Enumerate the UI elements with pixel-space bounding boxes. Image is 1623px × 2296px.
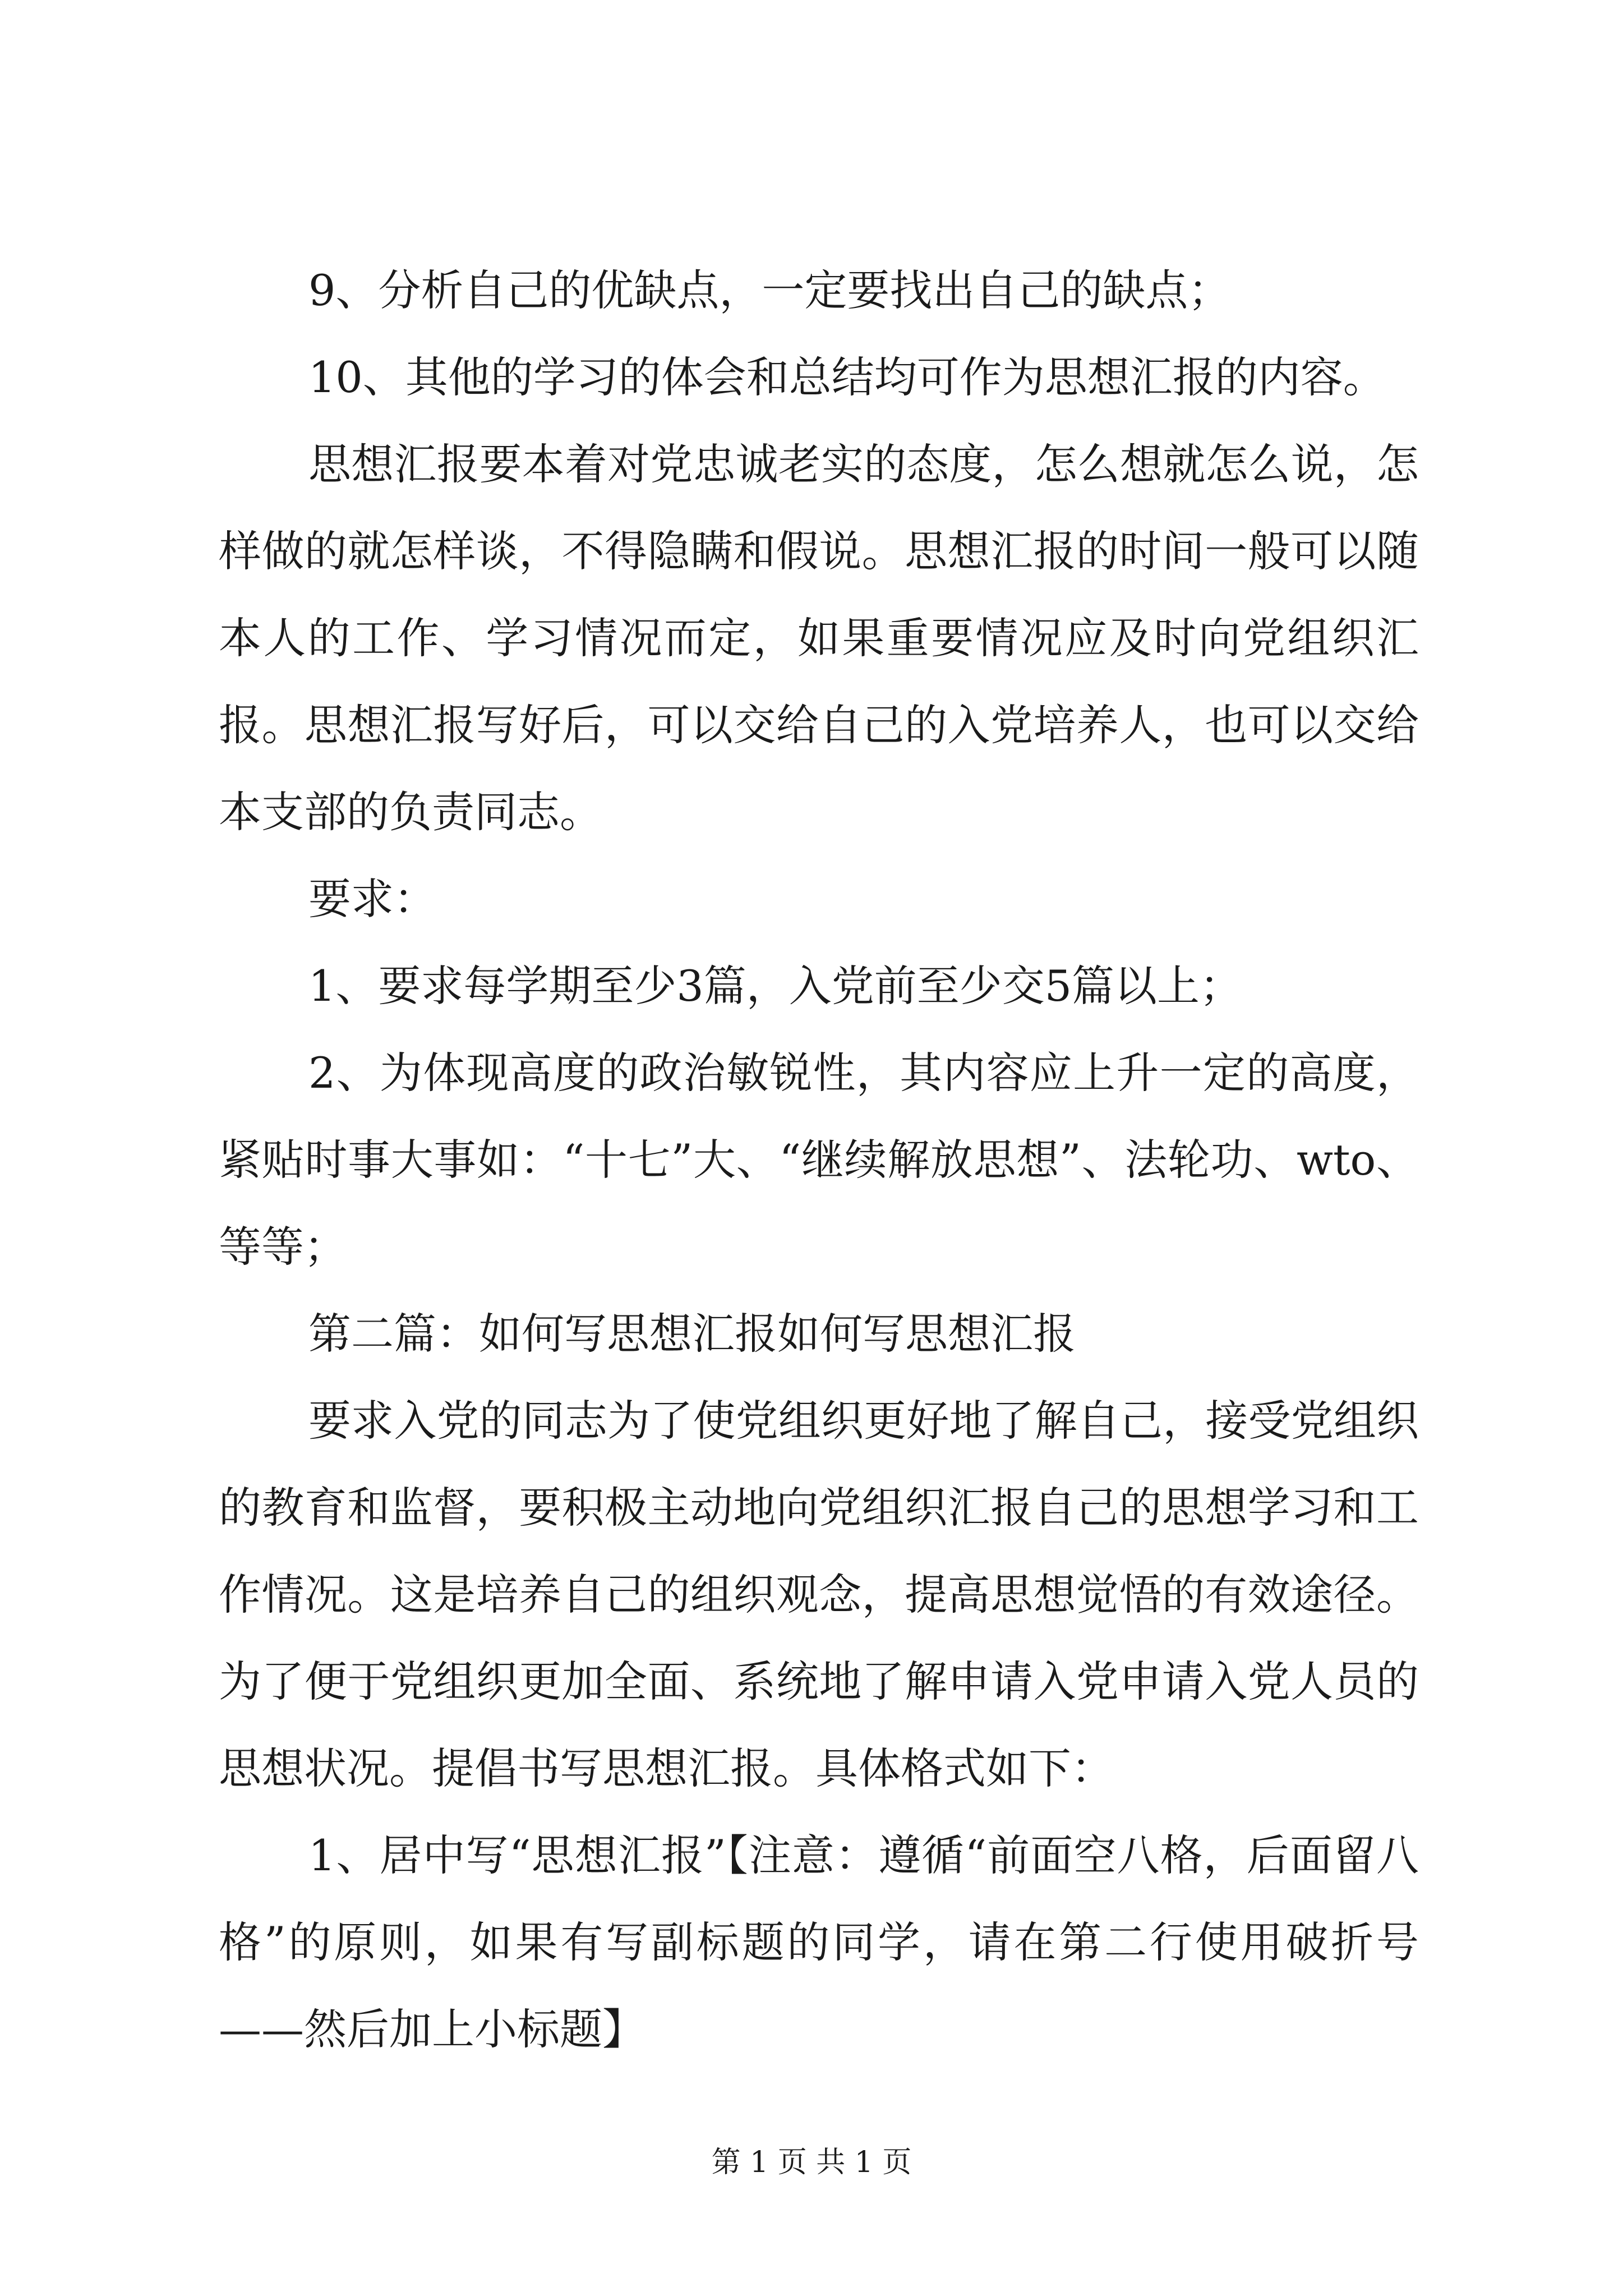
paragraph: 1、居中写“思想汇报”【注意：遵循“前面空八格，后面留八格”的原则，如果有写副标题的同学，请在第二行使用破折号——然后加上小标题】 — [219, 1830, 1419, 2054]
paragraph: 要求： — [308, 874, 436, 924]
paragraph: 9、分析自己的优缺点，一定要找出自己的缺点； — [308, 265, 1231, 315]
paragraph: 2、为体现高度的政治敏锐性，其内容应上升一定的高度，紧贴时事大事如：“十七”大、“继续解放思想”、法轮功、wto、等等； — [219, 1048, 1419, 1272]
paragraph: 1、要求每学期至少3篇，入党前至少交5篇以上； — [308, 961, 1243, 1011]
section-heading: 第二篇：如何写思想汇报如何写思想汇报 — [308, 1309, 1076, 1359]
paragraph: 10、其他的学习的体会和总结均可作为思想汇报的内容。 — [308, 352, 1386, 402]
paragraph: 要求入党的同志为了使党组织更好地了解自己，接受党组织的教育和监督，要积极主动地向党组织汇报自己的思想学习和工作情况。这是培养自己的组织观念，提高思想觉悟的有效途径。为了便于党组织更加全面、系统地了解申请入党申请入党人员的思想状况。提倡书写思想汇报。具体格式如下： — [219, 1396, 1419, 1793]
document-body — [219, 247, 1419, 2073]
paragraph: 思想汇报要本着对党忠诚老实的态度，怎么想就怎么说，怎样做的就怎样谈，不得隐瞒和假说。思想汇报的时间一般可以随本人的工作、学习情况而定，如果重要情况应及时向党组织汇报。思想汇报写好后，可以交给自己的入党培养人，也可以交给本支部的负责同志。 — [219, 439, 1419, 837]
page-footer: 第 1 页 共 1 页 — [711, 2146, 912, 2179]
